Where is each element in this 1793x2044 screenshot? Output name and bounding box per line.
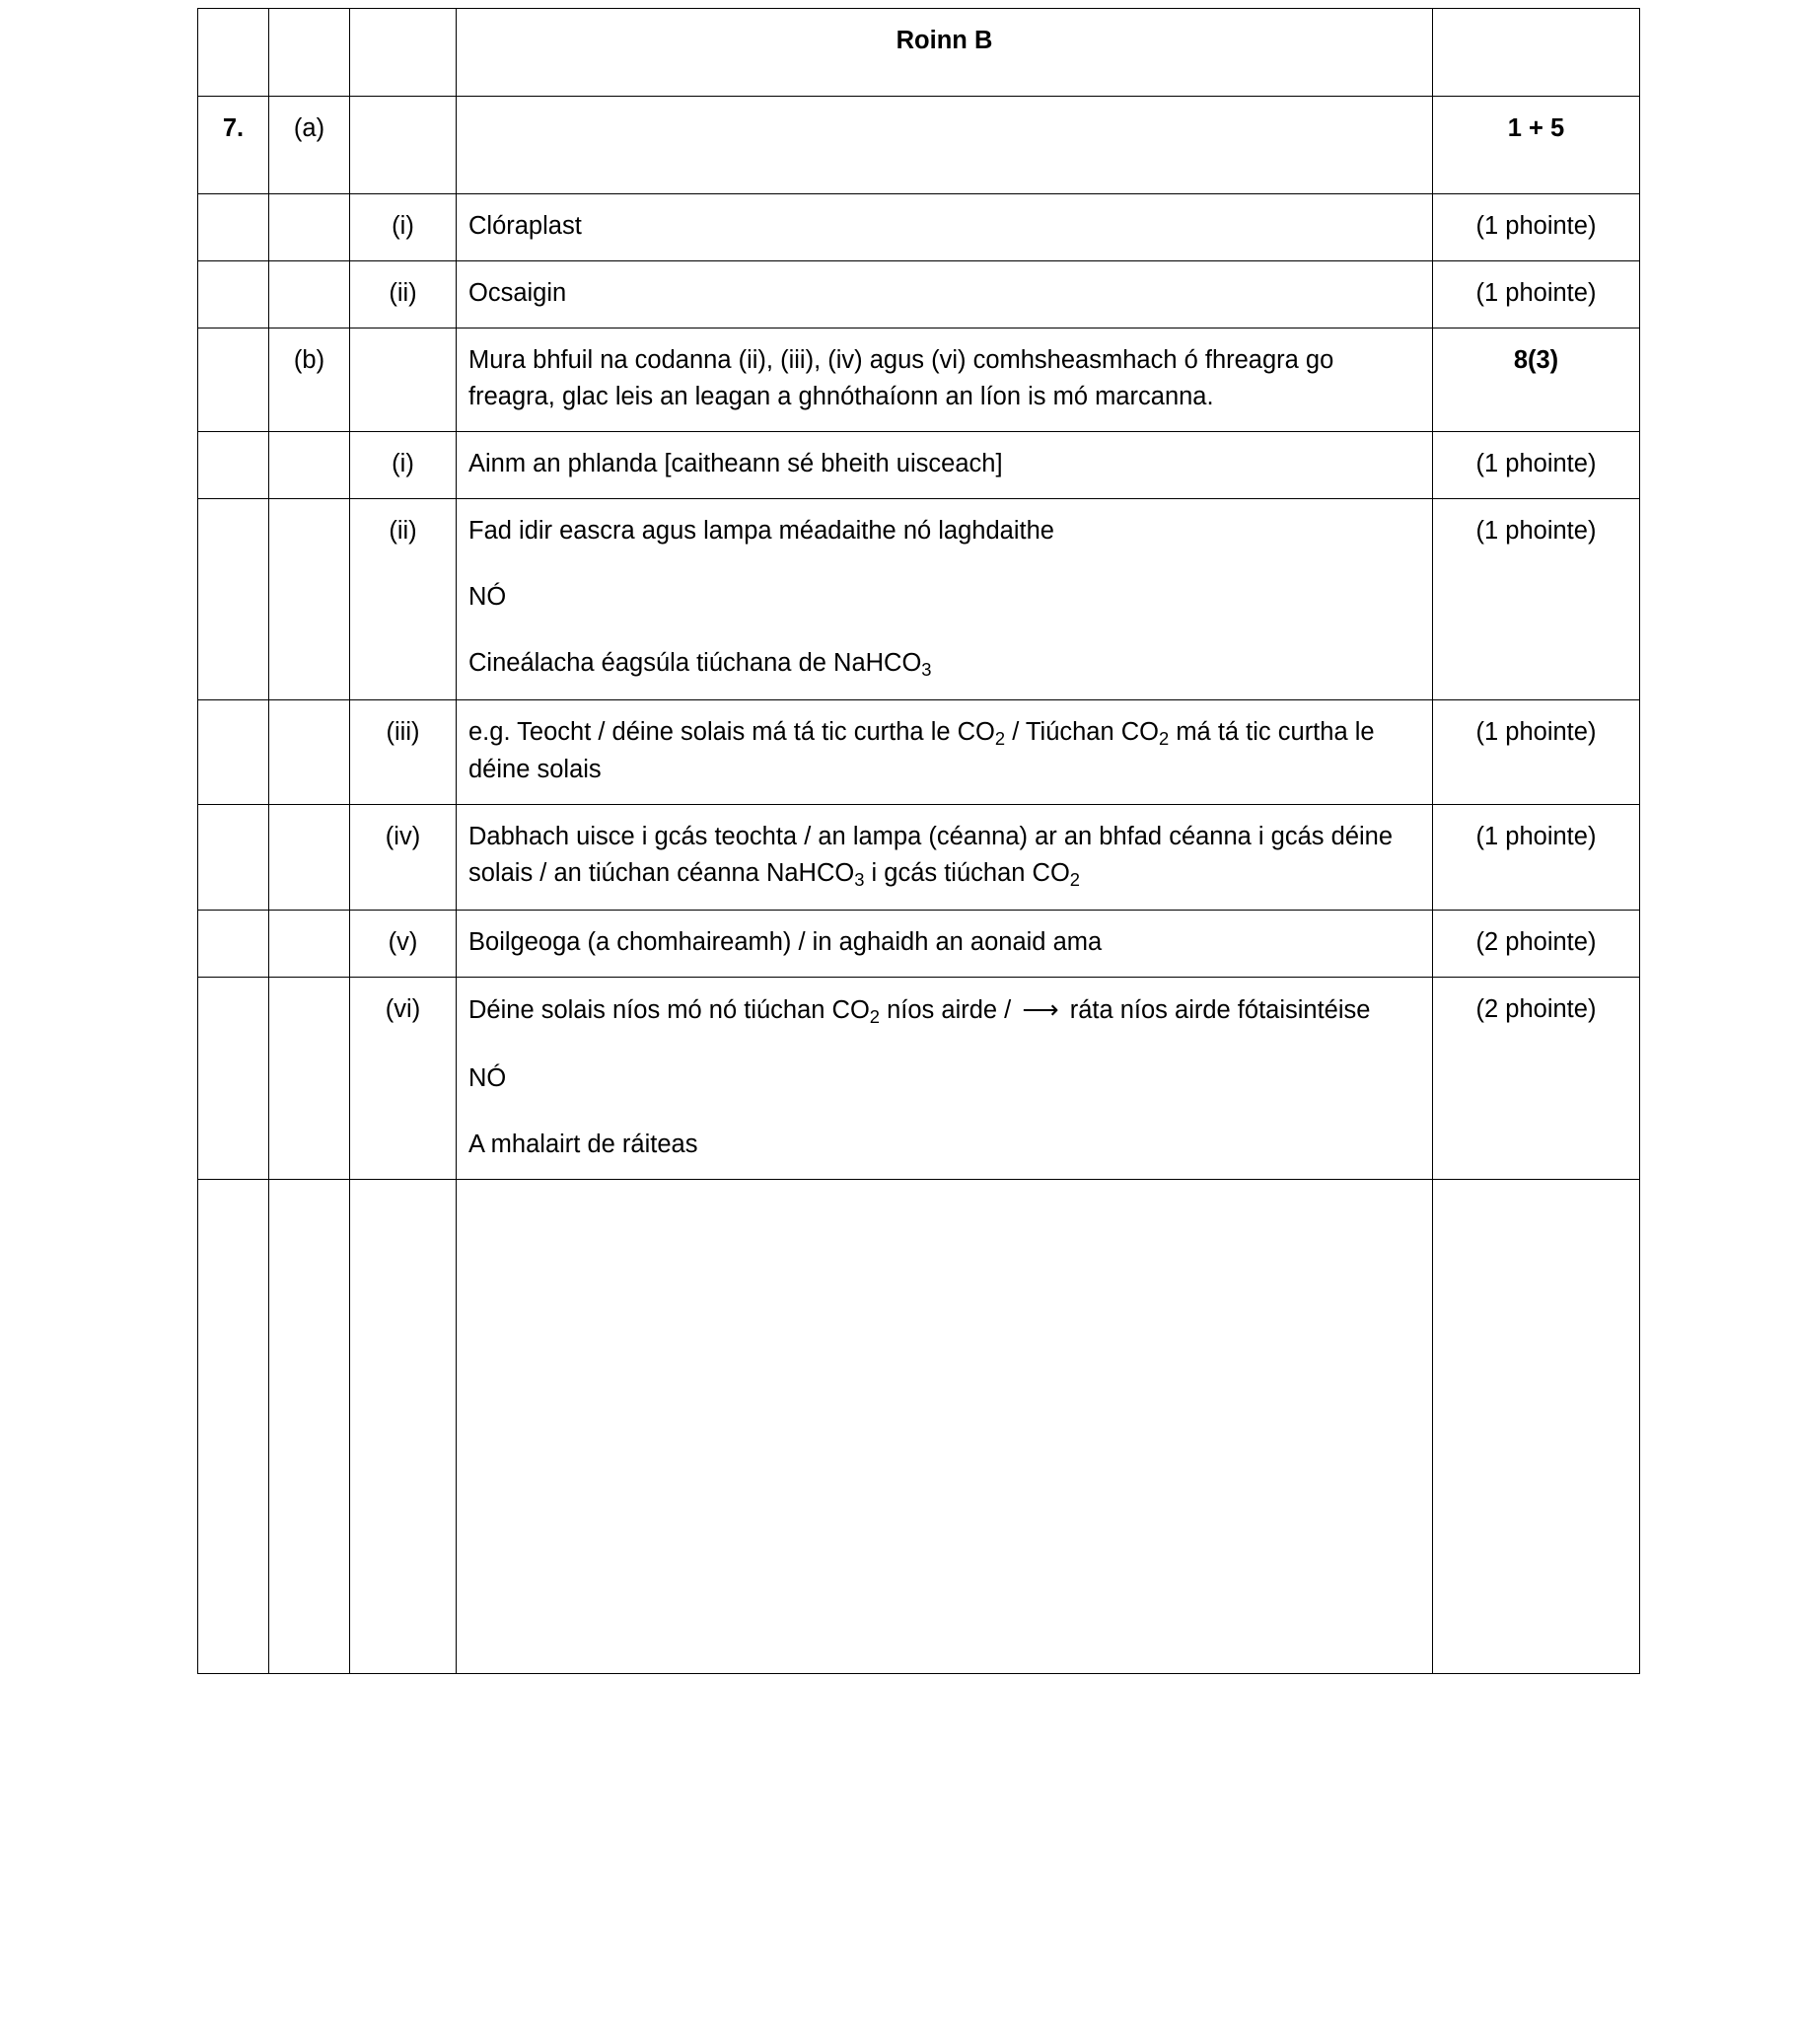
answer-b-v: Boilgeoga (a chomhaireamh) / in aghaidh an aonaid ama [457, 910, 1433, 977]
answer-b-iv [457, 805, 1433, 911]
cell-empty-sub [350, 9, 457, 97]
cell-empty-part [269, 910, 350, 977]
cell-empty-num [198, 977, 269, 1179]
cell-empty-num [198, 699, 269, 805]
part-label-b: (b) [269, 328, 350, 431]
table-row-b-v [198, 910, 1640, 977]
marks-b-total: 8(3) [1433, 328, 1640, 431]
part-label-a: (a) [269, 97, 350, 194]
subscript-3: 3 [854, 869, 865, 891]
cell-empty-num [198, 498, 269, 699]
cell-empty-part [269, 805, 350, 911]
subscript-3: 3 [921, 658, 932, 680]
roman-iii: (iii) [350, 699, 457, 805]
roman-vi: (vi) [350, 977, 457, 1179]
answer-b-i: Ainm an phlanda [caitheann sé bheith uisceach] [457, 431, 1433, 498]
cell-empty-part [269, 977, 350, 1179]
answer-b-vi-seg2: níos airde / [880, 995, 1019, 1024]
instruction-b: Mura bhfuil na codanna (ii), (iii), (iv) agus (vi) comhsheasmhach ó fhreagra go freagra, glac leis an leagan a ghnóthaíonn an líon is mó marcanna. [457, 328, 1433, 431]
marks-b-ii: (1 phointe) [1433, 498, 1640, 699]
roman-i: (i) [350, 431, 457, 498]
roman-ii: (ii) [350, 498, 457, 699]
cell-empty-num [198, 805, 269, 911]
cell-empty-num [198, 194, 269, 261]
marks-b-i: (1 phointe) [1433, 431, 1640, 498]
answer-b-ii-line3-text: Cineálacha éagsúla tiúchana de NaHCO [468, 648, 922, 677]
question-number: 7. [198, 97, 269, 194]
cell-empty-part [269, 431, 350, 498]
marks-b-iv: (1 phointe) [1433, 805, 1640, 911]
answer-b-vi-seg3: ráta níos airde fótaisintéise [1062, 995, 1371, 1024]
cell-empty-body [457, 1179, 1433, 1673]
roman-v: (v) [350, 910, 457, 977]
answer-a-i: Clóraplast [457, 194, 1433, 261]
answer-b-iv-seg1: Dabhach uisce i gcás teochta / an lampa (céanna) ar an bhfad céanna i gcás déine solais / an tiúchan céanna NaHCO [468, 823, 1394, 888]
marking-scheme-table [197, 8, 1640, 1674]
cell-empty-num [198, 1179, 269, 1673]
answer-a-ii: Ocsaigin [457, 260, 1433, 328]
cell-empty-sub [350, 97, 457, 194]
roman-iv: (iv) [350, 805, 457, 911]
table-row-a-ii [198, 260, 1640, 328]
cell-empty-num [198, 260, 269, 328]
marks-a-ii: (1 phointe) [1433, 260, 1640, 328]
marks-b-vi: (2 phointe) [1433, 977, 1640, 1179]
subscript-2: 2 [1159, 727, 1170, 749]
table-row-b-iv [198, 805, 1640, 911]
marks-b-v: (2 phointe) [1433, 910, 1640, 977]
cell-empty-num [198, 328, 269, 431]
table-row-b-i [198, 431, 1640, 498]
subscript-2: 2 [869, 1006, 881, 1028]
answer-b-ii-or: NÓ [468, 582, 507, 611]
answer-b-vi-seg1: Déine solais níos mó nó tiúchan CO [468, 995, 870, 1024]
cell-empty-sub [350, 1179, 457, 1673]
answer-b-iv-seg2: i gcás tiúchan CO [864, 859, 1070, 888]
subscript-2: 2 [1069, 869, 1081, 891]
answer-b-vi [457, 977, 1433, 1179]
document-page [0, 8, 1793, 2044]
table-row-a-i [198, 194, 1640, 261]
table-row-b-vi [198, 977, 1640, 1179]
cell-empty-marks [1433, 9, 1640, 97]
cell-empty-part [269, 9, 350, 97]
answer-b-iii-seg3: má tá tic curtha le déine solais [468, 717, 1375, 784]
answer-b-ii-line3 [468, 645, 1420, 684]
cell-empty-sub [350, 328, 457, 431]
cell-empty-part [269, 1179, 350, 1673]
cell-empty-part [269, 699, 350, 805]
answer-b-vi-line3: A mhalairt de ráiteas [468, 1130, 698, 1158]
answer-b-vi-or: NÓ [468, 1063, 507, 1092]
section-title: Roinn B [457, 9, 1433, 97]
marks-b-iii: (1 phointe) [1433, 699, 1640, 805]
cell-empty-num [198, 9, 269, 97]
cell-empty-body [457, 97, 1433, 194]
table-row-b-iii [198, 699, 1640, 805]
marks-a-i: (1 phointe) [1433, 194, 1640, 261]
answer-b-iii-seg2: / Tiúchan CO [1005, 717, 1160, 746]
table-row-q7b [198, 328, 1640, 431]
answer-b-ii [457, 498, 1433, 699]
cell-empty-marks [1433, 1179, 1640, 1673]
cell-empty-part [269, 260, 350, 328]
right-arrow-icon: ⟶ [1022, 993, 1059, 1024]
table-row-b-ii [198, 498, 1640, 699]
answer-b-iii [457, 699, 1433, 805]
cell-empty-num [198, 431, 269, 498]
roman-i: (i) [350, 194, 457, 261]
table-row-q7a [198, 97, 1640, 194]
marks-a-total: 1 + 5 [1433, 97, 1640, 194]
answer-b-ii-line1: Fad idir eascra agus lampa méadaithe nó laghdaithe [468, 516, 1054, 545]
answer-b-iii-seg1: e.g. Teocht / déine solais má tá tic curtha le CO [468, 717, 995, 746]
table-row-blank [198, 1179, 1640, 1673]
table-row-section-header [198, 9, 1640, 97]
answer-b-vi-line1 [468, 991, 1420, 1031]
subscript-2: 2 [994, 727, 1006, 749]
cell-empty-part [269, 498, 350, 699]
roman-ii: (ii) [350, 260, 457, 328]
cell-empty-num [198, 910, 269, 977]
cell-empty-part [269, 194, 350, 261]
